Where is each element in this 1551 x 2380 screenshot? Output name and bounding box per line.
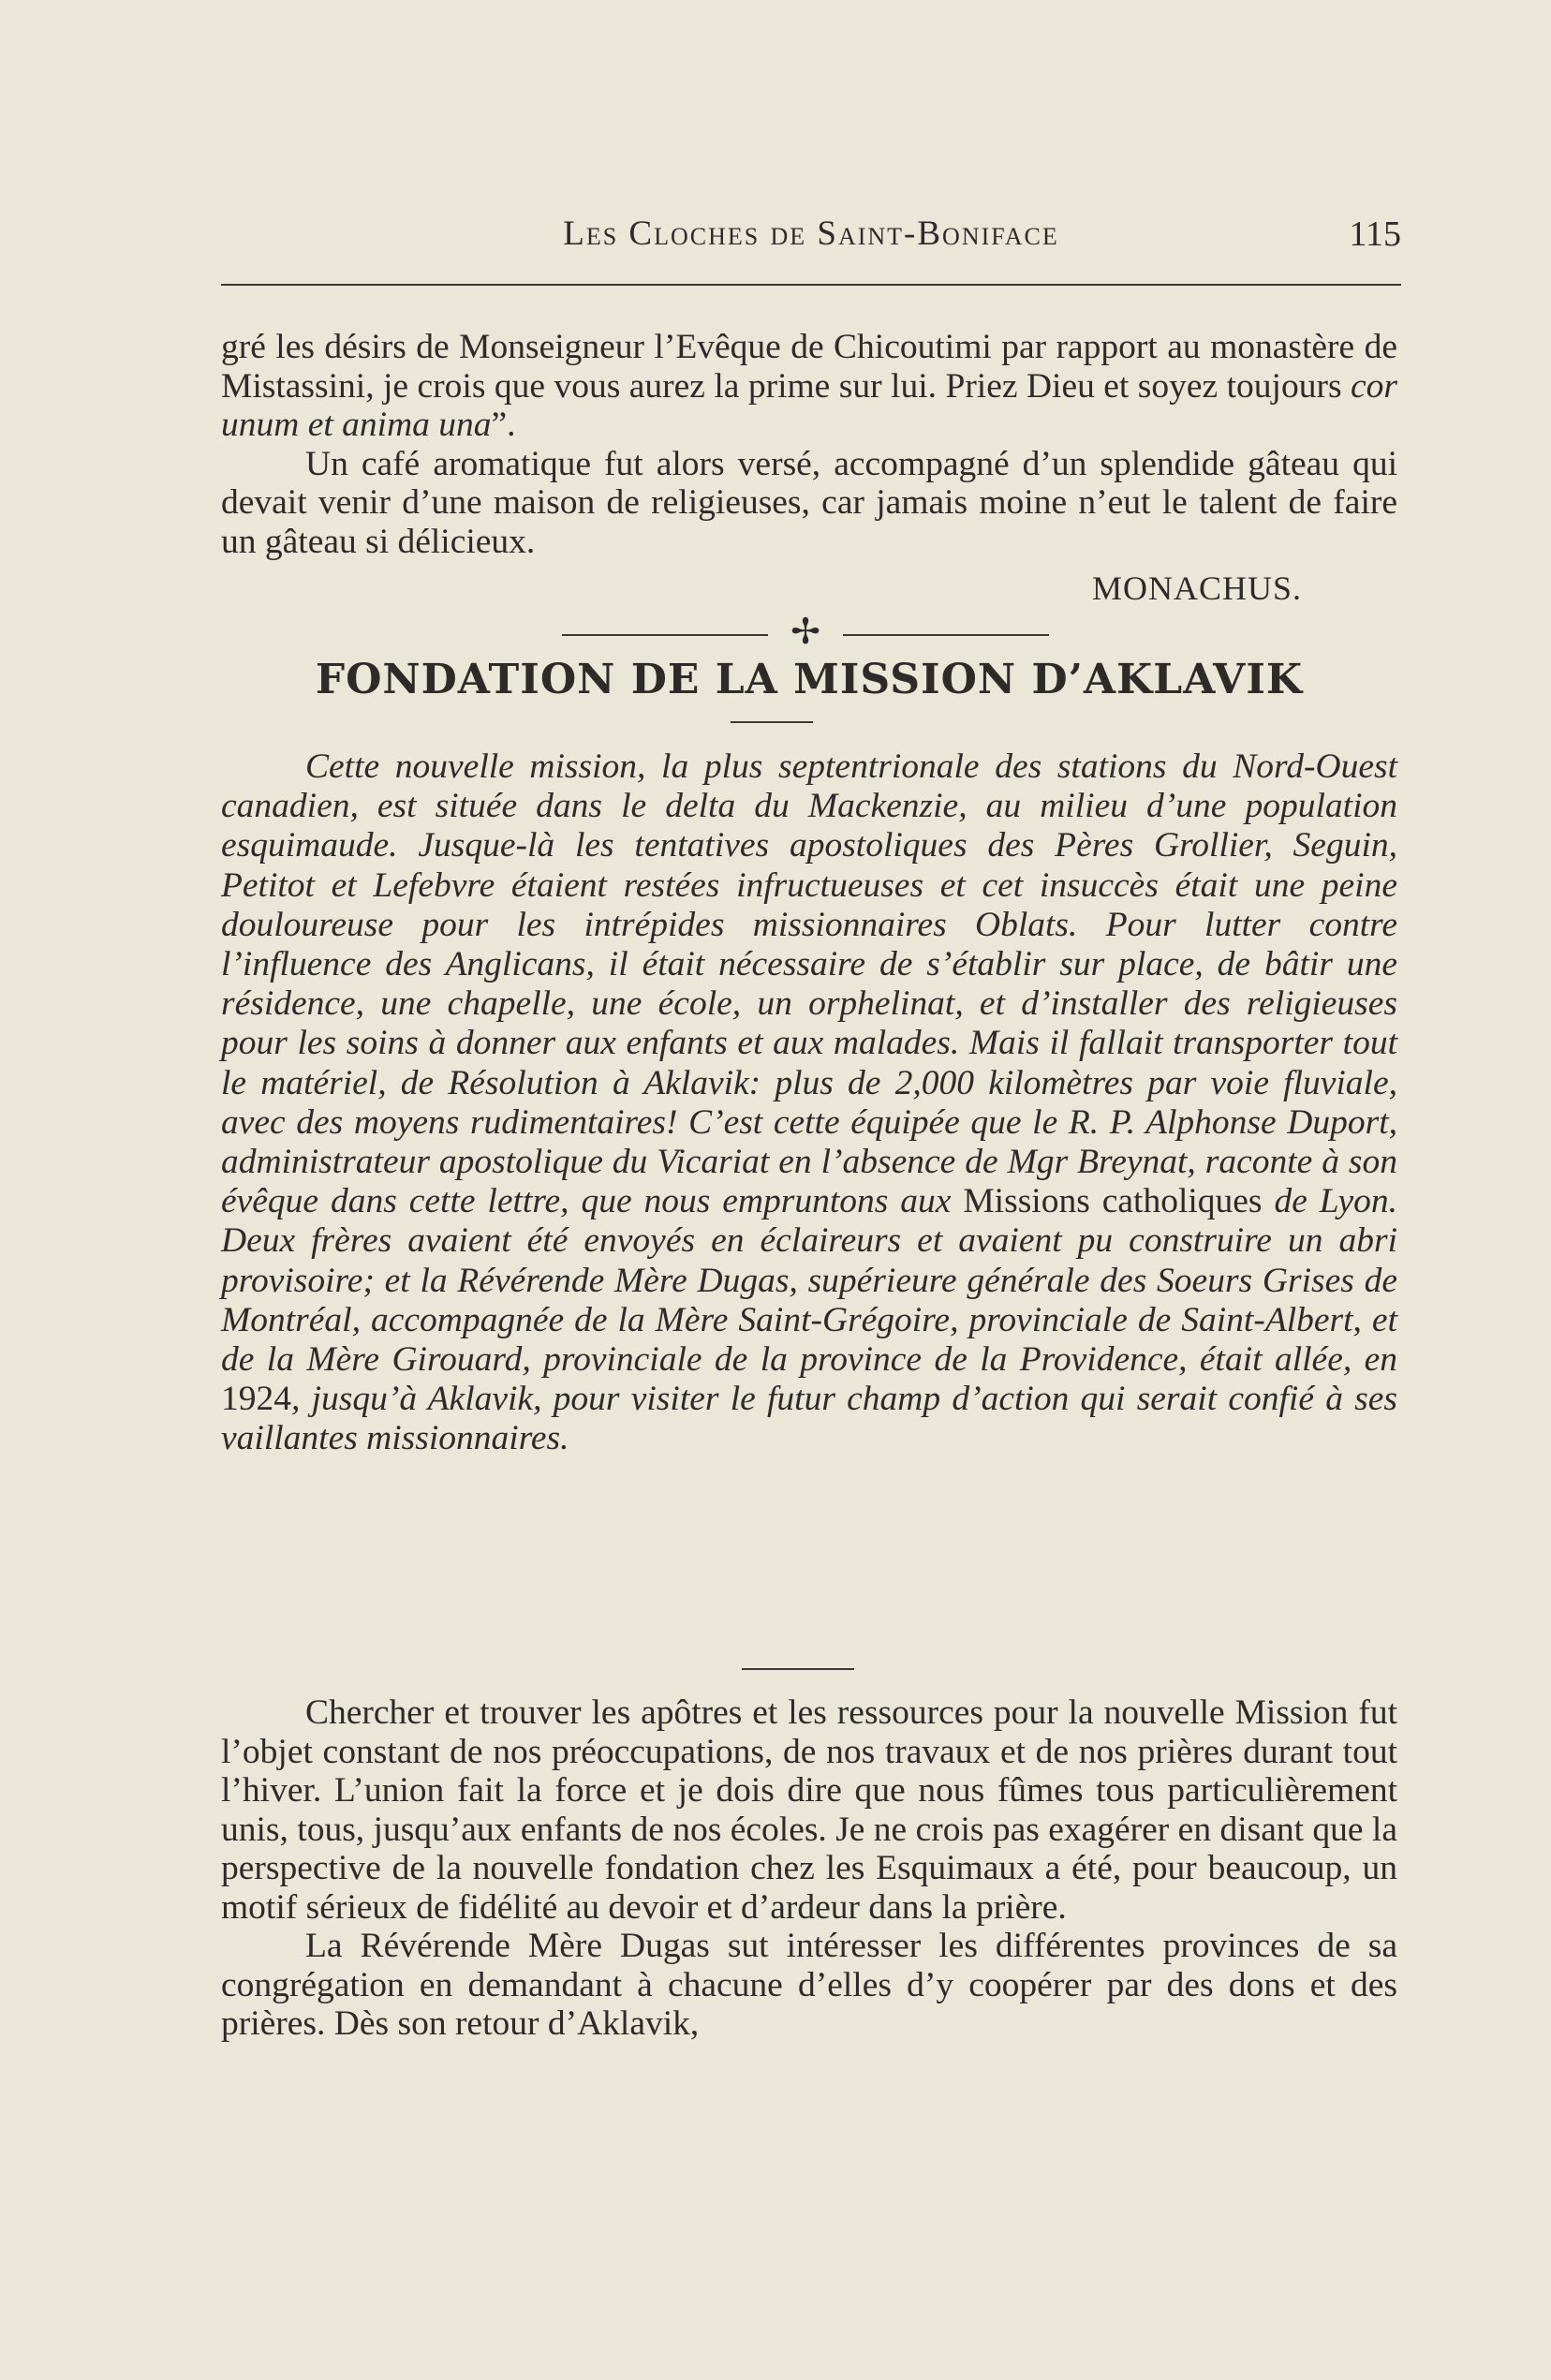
paragraph: Un café aromatique fut alors versé, accompagné d’un splendide gâteau qui devait venir d’une maison de religieuses, car jamais moine n’eut le talent de faire un gâteau si délicieux.: [221, 444, 1397, 561]
section-divider: [553, 611, 1058, 652]
intro-text-3: , jusqu’à Aklavik, pour visiter le futur champ d’action qui serait confié à ses vaillantes missionnaires.: [221, 1380, 1397, 1458]
intro-roman-text: Missions: [963, 1182, 1090, 1221]
running-title: Les Cloches de Saint-Boniface: [563, 214, 1059, 253]
intro-text-2: de Lyon. Deux frères avaient été envoyés en éclaireurs et avaient pu construire un abri provisoire; et la Révérende Mère Dugas, supérieure générale des Soeurs Grises de Montréal, accompagnée de la Mère Saint-Grégoire, provinciale de Saint-Albert, et de la Mère Girouard, provinciale de la province de la Providence, était allée, en: [221, 1182, 1398, 1380]
previous-article-ending: [221, 328, 1397, 561]
intro-roman-text-2: catholiques: [1101, 1182, 1263, 1221]
section-rule: [742, 1668, 854, 1670]
divider-line-right: [843, 634, 1049, 636]
intro-paragraph: [221, 747, 1397, 1459]
body-paragraph: La Révérende Mère Dugas sut intéresser les différentes provinces de sa congrégation en demandant à chacune d’elles d’y coopérer par des dons et des prières. Dès son retour d’Aklavik,: [221, 1927, 1397, 2043]
article-title: FONDATION DE LA MISSION D’AKLAVIK: [315, 656, 1304, 703]
latin-phrase: cor unum et anima una: [221, 366, 1397, 444]
intro-text: Cette nouvelle mission, la plus septentrionale des stations du Nord-Ouest canadien, est située dans le delta du Mackenzie, au milieu d’une population esquimaude. Jusque-là les tentatives apostoliques des Pères Grollier, Seguin, Petitot et Lefebvre étaient restées infructueuses et cet insuccès était une peine douloureuse pour les intrépides missionnaires Oblats. Pour lutter contre l’influence des Anglicans, il était nécessaire de s’établir sur place, de bâtir une résidence, une chapelle, une école, un orphelinat, et d’installer des religieuses pour les soins à donner aux enfants et aux malades. Mais il fallait transporter tout le matériel, de Résolution à Aklavik: plus de 2,000 kilomètres par voie fluviale, avec des moyens rudimentaires! C’est cette équipée que le R. P. Alphonse Duport, administrateur apostolique du Vicariat en l’absence de Mgr Breynat, raconte à son évêque dans cette lettre, que nous empruntons aux: [221, 747, 1397, 1221]
cross-ornament-icon: ✢: [790, 611, 820, 652]
article-body: [221, 1693, 1397, 2044]
page-number: 115: [1349, 214, 1401, 254]
body-paragraph: Chercher et trouver les apôtres et les ressources pour la nouvelle Mission fut l’objet constant de nos préoccupations, de nos travaux et de nos prières durant tout l’hiver. L’union fait la force et je dois dire que nous fûmes tous particulièrement unis, tous, jusqu’aux enfants de nos écoles. Je ne crois pas exagérer en disant que la perspective de la nouvelle fondation chez les Esquimaux a été, pour beaucoup, un motif sérieux de fidélité au devoir et d’ardeur dans la prière.: [221, 1693, 1397, 1927]
signature: MONACHUS.: [1091, 569, 1302, 607]
paragraph-text: gré les désirs de Monseigneur l’Evêque de Chicoutimi par rapport au monastère de Mistassini, je crois que vous aurez la prime sur lui. Priez Dieu et soyez toujours: [221, 328, 1397, 406]
intro-year: 1924: [221, 1380, 291, 1419]
divider-line-left: [562, 634, 768, 636]
page-header: [221, 214, 1401, 270]
title-rule: [731, 721, 813, 723]
article-introduction: [221, 747, 1397, 1459]
intro-space: [1090, 1182, 1102, 1220]
header-rule: [221, 284, 1401, 286]
paragraph-text-end: ”.: [491, 406, 516, 444]
continued-paragraph: [221, 328, 1397, 445]
